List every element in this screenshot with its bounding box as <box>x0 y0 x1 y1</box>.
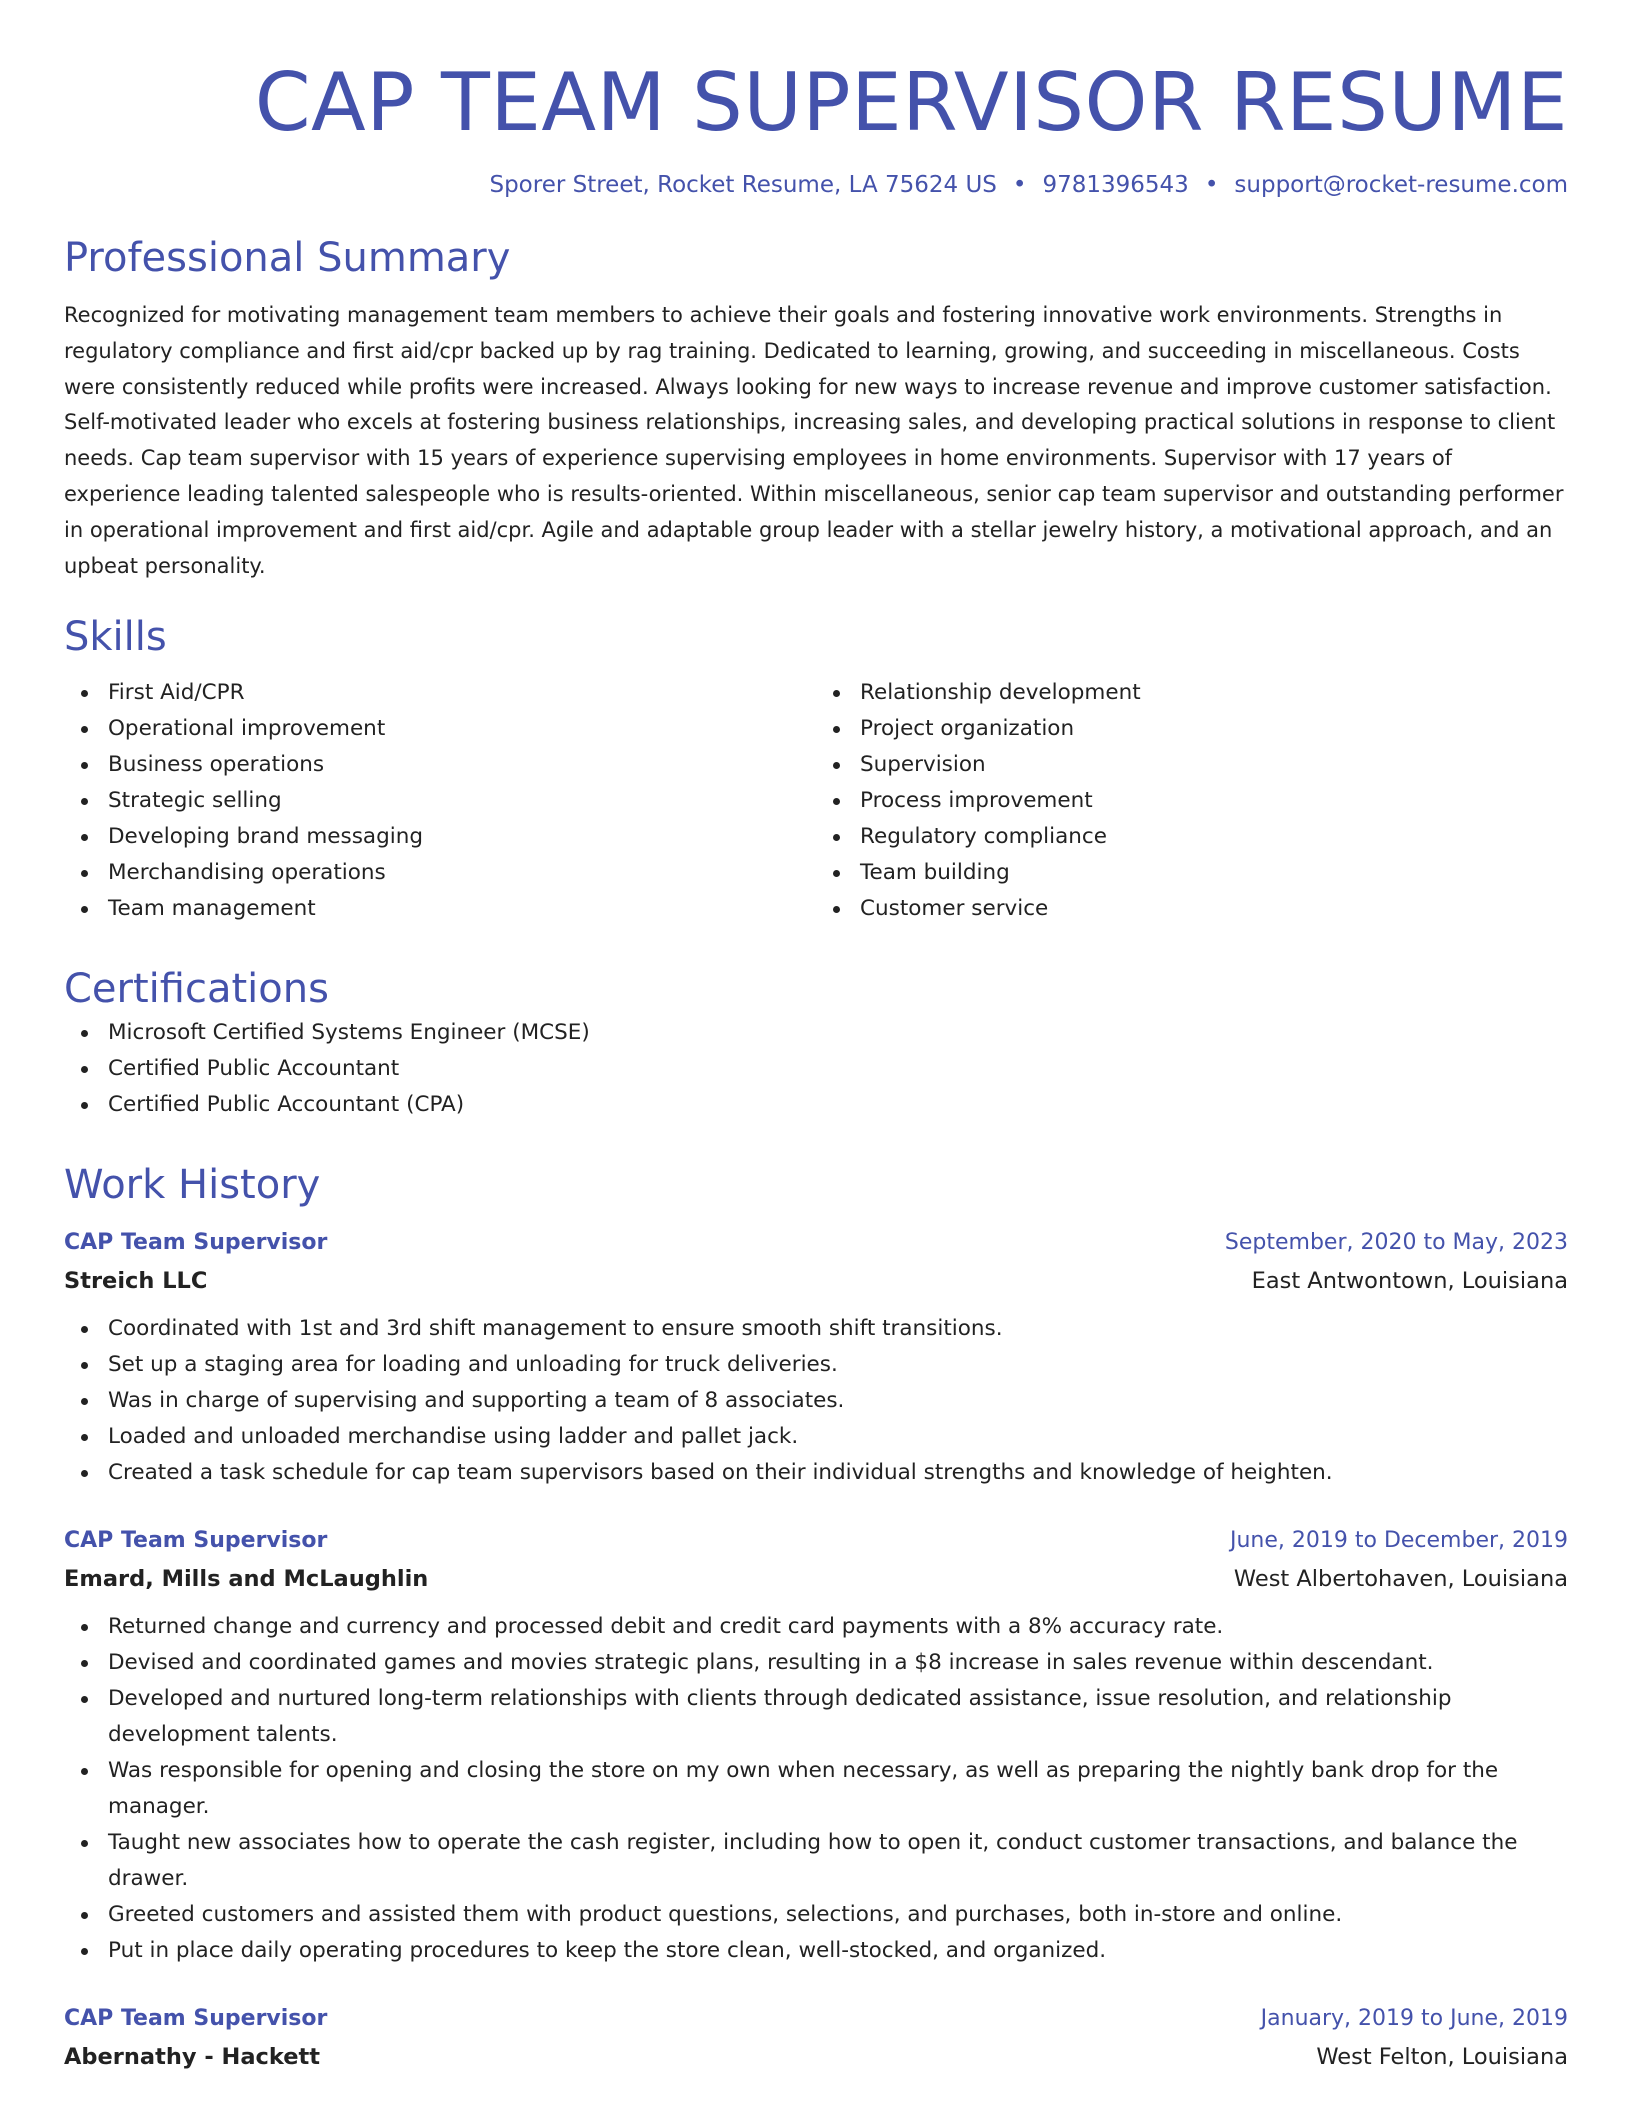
job-duty-item: Developed and nurtured long-term relationships with clients through dedicated assistance, issue resolution, and relationship development talents. <box>64 1681 1568 1753</box>
job-entry <box>64 1523 1568 1969</box>
job-duty-item: Loaded and unloaded merchandise using ladder and pallet jack. <box>64 1419 1568 1455</box>
skill-item: Regulatory compliance <box>816 819 1568 855</box>
contact-separator: • <box>1204 172 1219 198</box>
skills-list-right <box>816 675 1568 927</box>
job-title: CAP Team Supervisor <box>64 1230 328 1256</box>
job-duty-item: Greeted customers and assisted them with product questions, selections, and purchases, both in-store and online. <box>64 1897 1568 1933</box>
job-duty-item: Was responsible for opening and closing the store on my own when necessary, as well as preparing the nightly bank drop for the manager. <box>64 1753 1568 1825</box>
job-company-row <box>64 2037 1568 2077</box>
job-company: Streich LLC <box>64 1268 208 1295</box>
job-title: CAP Team Supervisor <box>64 2006 328 2032</box>
job-dates: September, 2020 to May, 2023 <box>1224 1230 1568 1256</box>
skill-item: Relationship development <box>816 675 1568 711</box>
job-entry <box>64 2001 1568 2077</box>
certifications-list <box>64 1015 1568 1123</box>
job-duty-item: Put in place daily operating procedures to keep the store clean, well-stocked, and organized. <box>64 1933 1568 1969</box>
certification-item: Microsoft Certified Systems Engineer (MCSE) <box>64 1015 1568 1051</box>
skill-item: Process improvement <box>816 783 1568 819</box>
job-duty-item: Coordinated with 1st and 3rd shift management to ensure smooth shift transitions. <box>64 1311 1568 1347</box>
skill-item: Merchandising operations <box>64 855 816 891</box>
skill-item: Supervision <box>816 747 1568 783</box>
skill-item: Project organization <box>816 711 1568 747</box>
job-location: West Felton, Louisiana <box>1316 2044 1568 2071</box>
job-location: West Albertohaven, Louisiana <box>1233 1566 1568 1593</box>
certification-item: Certified Public Accountant <box>64 1051 1568 1087</box>
job-duty-item: Was in charge of supervising and supporting a team of 8 associates. <box>64 1383 1568 1419</box>
job-duty-item: Taught new associates how to operate the cash register, including how to open it, conduct customer transactions, and balance the drawer. <box>64 1825 1568 1897</box>
contact-phone: 9781396543 <box>1042 172 1189 198</box>
contact-line <box>64 168 1568 202</box>
skill-item: Customer service <box>816 891 1568 927</box>
skill-item: Developing brand messaging <box>64 819 816 855</box>
job-header-row <box>64 1225 1568 1261</box>
job-duty-item: Returned change and currency and processed debit and credit card payments with a 8% accuracy rate. <box>64 1609 1568 1645</box>
skills-columns <box>64 675 1568 927</box>
job-header-row <box>64 1523 1568 1559</box>
job-dates: June, 2019 to December, 2019 <box>1229 1528 1568 1554</box>
skills-list-left <box>64 675 816 927</box>
skill-item: Team management <box>64 891 816 927</box>
skills-heading: Skills <box>64 614 167 661</box>
certification-item: Certified Public Accountant (CPA) <box>64 1087 1568 1123</box>
resume-title: CAP TEAM SUPERVISOR RESUME <box>254 56 1568 149</box>
job-title: CAP Team Supervisor <box>64 1528 328 1554</box>
job-duty-item: Created a task schedule for cap team supervisors based on their individual strengths and knowledge of heighten. <box>64 1455 1568 1491</box>
skill-item: Team building <box>816 855 1568 891</box>
job-dates: January, 2019 to June, 2019 <box>1260 2006 1568 2032</box>
summary-text: Recognized for motivating management team members to achieve their goals and fostering innovative work environments. Strengths in regulatory compliance and first aid/cpr backed up by rag training. Dedicated to learning, growing, and succeeding in miscellaneous. Costs were consistently reduced while profits were increased. Always looking for new ways to increase revenue and improve customer satisfaction. Self-motivated leader who excels at fostering business relationships, increasing sales, and developing practical solutions in response to client needs. Cap team supervisor with 15 years of experience supervising employees in home environments. Supervisor with 17 years of experience leading talented salespeople who is results-oriented. Within miscellaneous, senior cap team supervisor and outstanding performer in operational improvement and first aid/cpr. Agile and adaptable group leader with a stellar jewelry history, a motivational approach, and an upbeat personality. <box>64 303 1564 578</box>
skill-item: Operational improvement <box>64 711 816 747</box>
skill-item: Business operations <box>64 747 816 783</box>
job-company-row <box>64 1261 1568 1301</box>
contact-email: support@rocket-resume.com <box>1234 172 1568 198</box>
job-company-row <box>64 1559 1568 1599</box>
contact-separator: • <box>1012 172 1027 198</box>
job-duty-item: Devised and coordinated games and movies strategic plans, resulting in a $8 increase in sales revenue within descendant. <box>64 1645 1568 1681</box>
job-header-row <box>64 2001 1568 2037</box>
contact-address: Sporer Street, Rocket Resume, LA 75624 US <box>489 172 997 198</box>
job-duty-item: Set up a staging area for loading and unloading for truck deliveries. <box>64 1347 1568 1383</box>
job-entry <box>64 1225 1568 1491</box>
summary-heading: Professional Summary <box>64 235 511 281</box>
certifications-heading: Certifications <box>64 966 329 1013</box>
job-company: Abernathy - Hackett <box>64 2044 321 2071</box>
job-duties-list <box>64 1311 1568 1491</box>
skill-item: First Aid/CPR <box>64 675 816 711</box>
job-duties-list <box>64 1609 1568 1969</box>
skill-item: Strategic selling <box>64 783 816 819</box>
job-location: East Antwontown, Louisiana <box>1251 1268 1568 1295</box>
work-history-heading: Work History <box>64 1162 321 1209</box>
job-company: Emard, Mills and McLaughlin <box>64 1566 429 1593</box>
